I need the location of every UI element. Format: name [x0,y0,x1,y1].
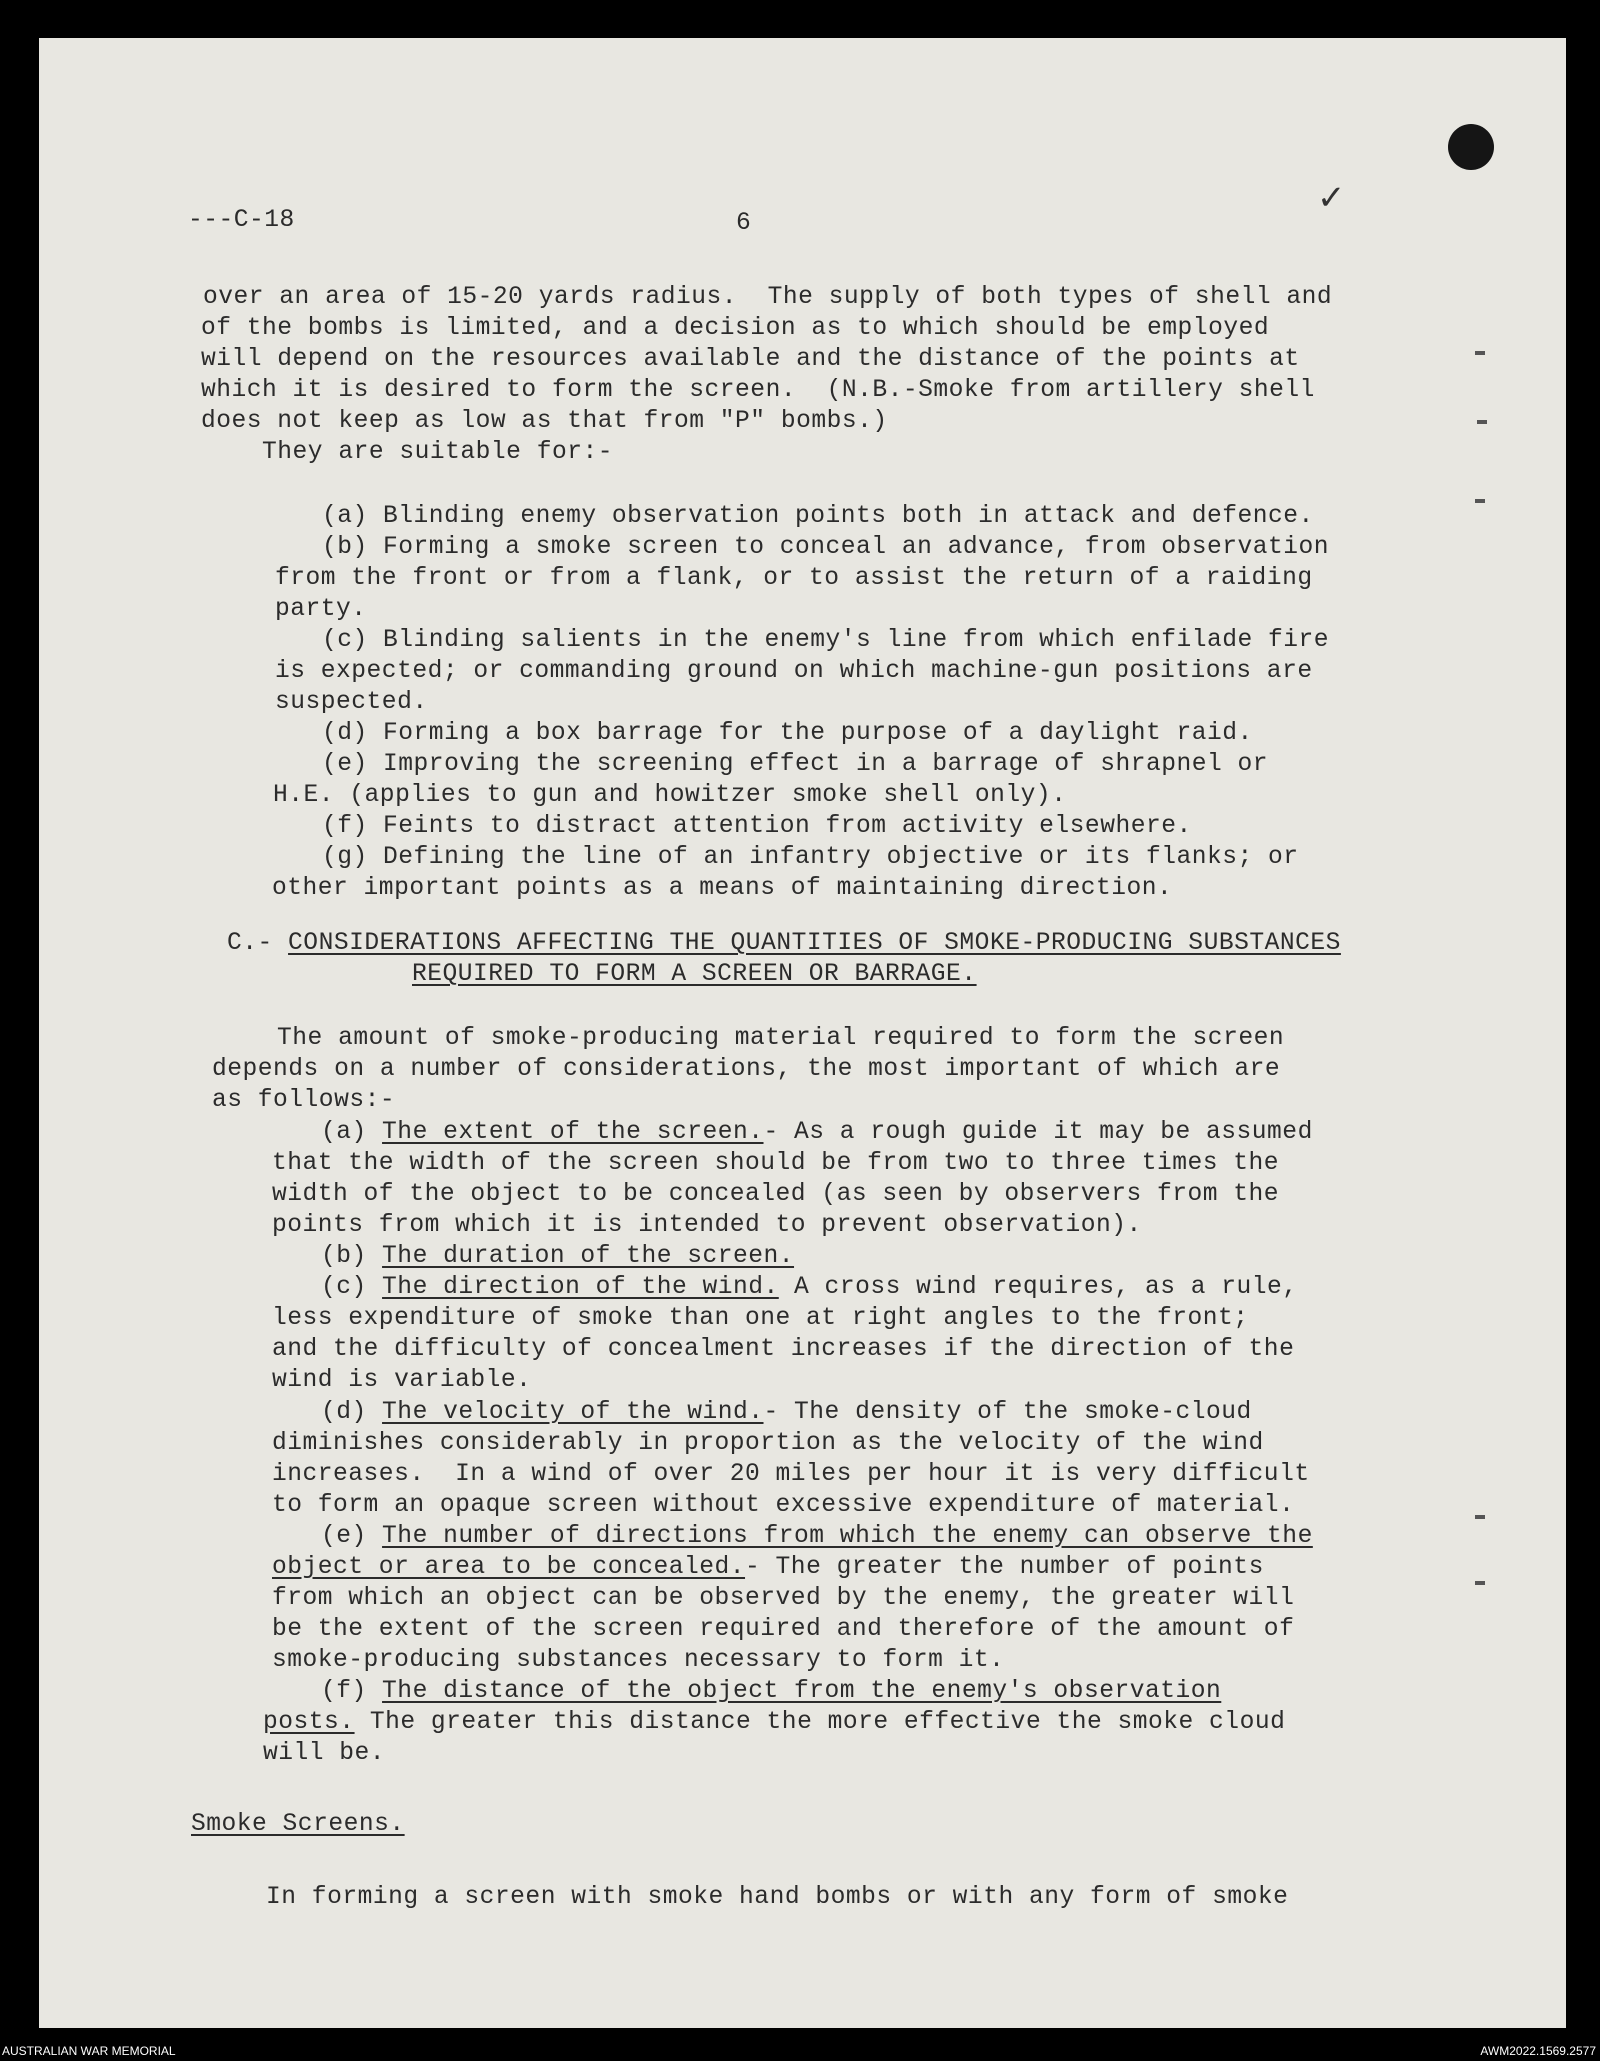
text-line: as follows:- [212,1087,396,1114]
text-line: over an area of 15-20 yards radius. The supply of both types of shell and [203,284,1333,311]
text-line: be the extent of the screen required and therefore of the amount of [272,1616,1295,1643]
text-line: diminishes considerably in proportion as the velocity of the wind [272,1430,1264,1457]
staple-mark [1475,499,1485,503]
list-item: (d) Forming a box barrage for the purpose of a daylight raid. [322,720,1253,747]
text-line: does not keep as low as that from "P" bombs.) [201,408,888,435]
list-item: (a) Blinding enemy observation points both in attack and defence. [322,503,1314,530]
consideration-item-e [321,1521,1313,1553]
text-line: which it is desired to form the screen. (N.B.-Smoke from artillery shell [201,377,1315,404]
consideration-item-c [321,1272,1298,1304]
text-line: depends on a number of considerations, the most important of which are [212,1056,1281,1083]
item-text: - As a rough guide it may be assumed [763,1119,1313,1146]
section-title-line2: REQUIRED TO FORM A SCREEN OR BARRAGE. [412,961,977,988]
text-line: will depend on the resources available and the distance of the points at [201,346,1300,373]
item-letter: (a) [321,1119,383,1146]
consideration-item-a [321,1117,1313,1149]
text-line: H.E. (applies to gun and howitzer smoke shell only). [273,782,1067,809]
text-line: of the bombs is limited, and a decision as to which should be employed [201,315,1270,342]
section-prefix: C.- [227,930,289,957]
staple-mark [1475,1581,1485,1585]
text-line: to form an opaque screen without excessive expenditure of material. [272,1492,1295,1519]
list-item: (e) Improving the screening effect in a barrage of shrapnel or [322,751,1269,778]
item-letter: (e) [321,1523,383,1550]
item-title: The direction of the wind. [382,1274,779,1301]
item-title: The distance of the object from the enemy's observation [382,1678,1222,1705]
item-letter: (c) [321,1274,383,1301]
text-line: wind is variable. [272,1367,532,1394]
text-line: party. [275,596,367,623]
item-title: The extent of the screen. [382,1119,764,1146]
text-line: points from which it is intended to prevent observation). [272,1212,1142,1239]
item-text: A cross wind requires, as a rule, [778,1274,1298,1301]
text-line [263,1707,1285,1739]
item-text: The greater this distance the more effective the smoke cloud [354,1709,1286,1736]
item-title: The velocity of the wind. [382,1399,764,1426]
text-line: In forming a screen with smoke hand bombs or with any form of smoke [205,1884,1289,1911]
text-line: and the difficulty of concealment increases if the direction of the [272,1336,1295,1363]
section-title-line1: CONSIDERATIONS AFFECTING THE QUANTITIES OF SMOKE-PRODUCING SUBSTANCES [288,930,1341,957]
text-line: The amount of smoke-producing material required to form the screen [216,1025,1285,1052]
text-line: that the width of the screen should be from two to three times the [272,1150,1280,1177]
punch-hole [1448,124,1494,170]
consideration-item-d [321,1397,1252,1429]
staple-mark [1475,351,1485,355]
text-line: from which an object can be observed by the enemy, the greater will [272,1585,1295,1612]
section-heading [227,928,1341,960]
item-letter: (f) [321,1678,383,1705]
consideration-item-b [321,1241,794,1273]
footer-accession-number: AWM2022.1569.2577 [1480,2044,1596,2058]
handwritten-tick-mark: ✓ [1317,178,1346,218]
item-text: - The greater the number of points [745,1554,1264,1581]
item-title-continued: object or area to be concealed. [272,1554,746,1581]
text-line: from the front or from a flank, or to assist the return of a raiding [275,565,1313,592]
item-letter: (d) [321,1399,383,1426]
staple-mark [1475,1515,1485,1519]
text-line: width of the object to be concealed (as seen by observers from the [272,1181,1280,1208]
text-line: smoke-producing substances necessary to form it. [272,1647,1005,1674]
text-line: other important points as a means of maintaining direction. [272,875,1173,902]
staple-mark [1477,420,1487,424]
list-item: (g) Defining the line of an infantry objective or its flanks; or [322,844,1299,871]
footer-institution: AUSTRALIAN WAR MEMORIAL [2,2044,176,2058]
text-line: They are suitable for:- [201,439,613,466]
item-title: The duration of the screen. [382,1243,795,1270]
list-item: (c) Blinding salients in the enemy's line from which enfilade fire [322,627,1330,654]
text-line: less expenditure of smoke than one at right angles to the front; [272,1305,1249,1332]
list-item: (f) Feints to distract attention from activity elsewhere. [322,813,1192,840]
document-reference: ---C-18 [188,207,295,234]
subheading-smoke-screens: Smoke Screens. [191,1811,405,1838]
text-line: will be. [263,1740,386,1767]
text-line: increases. In a wind of over 20 miles per hour it is very difficult [272,1461,1310,1488]
list-item: (b) Forming a smoke screen to conceal an advance, from observation [322,534,1330,561]
text-line: suspected. [275,689,428,716]
page-number: 6 [736,210,752,237]
text-line: is expected; or commanding ground on which machine-gun positions are [275,658,1313,685]
document-page [39,38,1566,2028]
item-letter: (b) [321,1243,383,1270]
item-text: - The density of the smoke-cloud [763,1399,1252,1426]
consideration-item-f [321,1676,1221,1708]
item-title: The number of directions from which the enemy can observe the [382,1523,1313,1550]
text-line [272,1552,1264,1584]
item-title-continued: posts. [263,1709,355,1736]
